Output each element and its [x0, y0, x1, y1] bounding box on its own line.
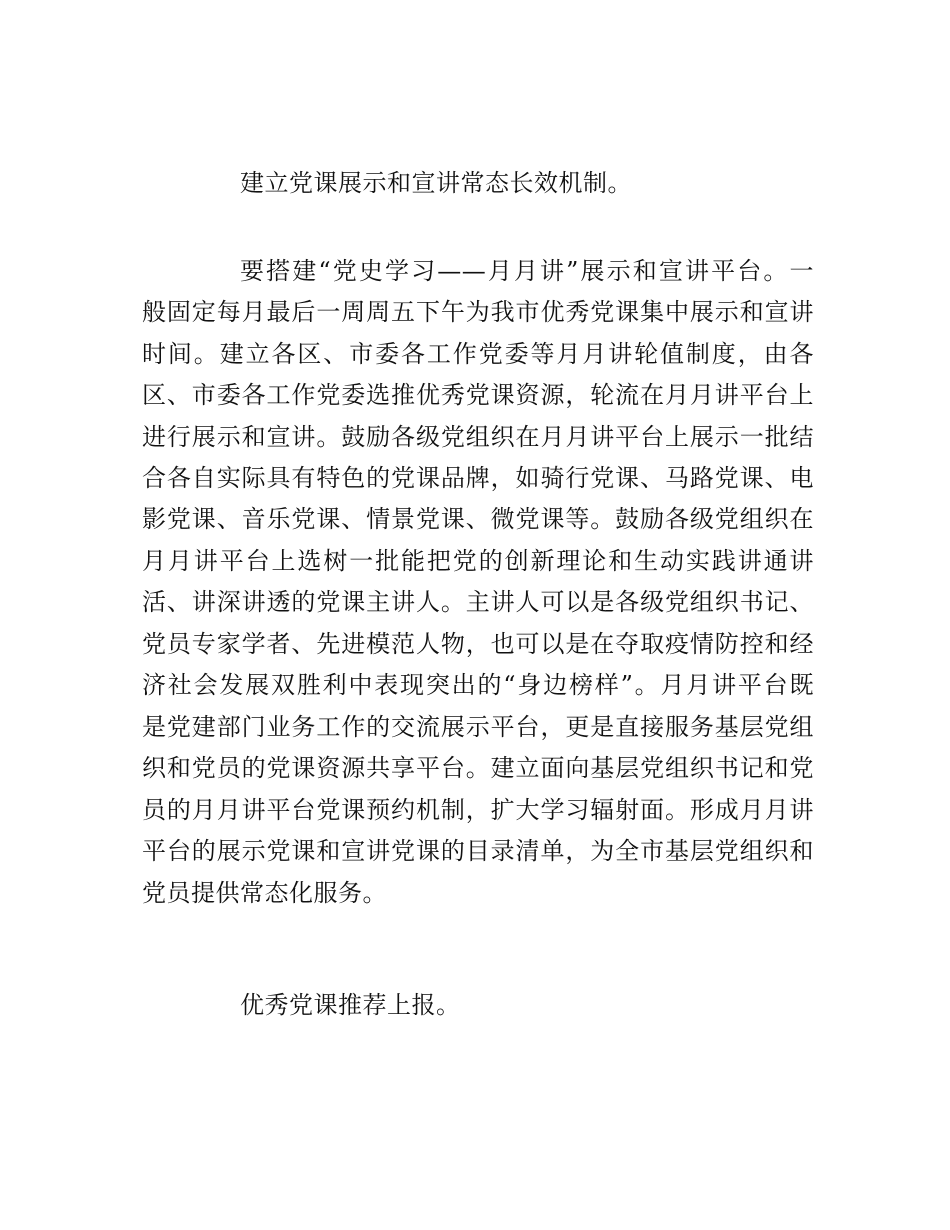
paragraph-line: 合各自实际具有特色的党课品牌，如骑行党课、马路党课、电: [142, 464, 814, 492]
paragraph-line: 影党课、音乐党课、情景党课、微党课等。鼓励各级党组织在: [142, 505, 814, 533]
paragraph-line: 党员专家学者、先进模范人物，也可以是在夺取疫情防控和经: [142, 630, 814, 658]
section-heading-recommendation: 优秀党课推荐上报。: [240, 991, 461, 1019]
paragraph-line: 月月讲平台上选树一批能把党的创新理论和生动实践讲通讲: [142, 547, 814, 575]
paragraph-line: 员的月月讲平台党课预约机制，扩大学习辐射面。形成月月讲: [142, 796, 814, 824]
paragraph-line: 要搭建“党史学习——月月讲”展示和宣讲平台。一: [240, 257, 814, 285]
paragraph-line: 般固定每月最后一周周五下午为我市优秀党课集中展示和宣讲: [142, 298, 814, 326]
paragraph-line: 时间。建立各区、市委各工作党委等月月讲轮值制度，由各: [142, 340, 814, 368]
paragraph-line: 党员提供常态化服务。: [142, 879, 387, 907]
paragraph-line: 是党建部门业务工作的交流展示平台，更是直接服务基层党组: [142, 713, 814, 741]
paragraph-line: 平台的展示党课和宣讲党课的目录清单，为全市基层党组织和: [142, 837, 814, 865]
paragraph-line: 织和党员的党课资源共享平台。建立面向基层党组织书记和党: [142, 754, 814, 782]
paragraph-line: 进行展示和宣讲。鼓励各级党组织在月月讲平台上展示一批结: [142, 423, 814, 451]
paragraph-line: 区、市委各工作党委选推优秀党课资源，轮流在月月讲平台上: [142, 381, 814, 409]
paragraph-line: 活、讲深讲透的党课主讲人。主讲人可以是各级党组织书记、: [142, 588, 814, 616]
section-heading-mechanism: 建立党课展示和宣讲常态长效机制。: [240, 169, 632, 197]
paragraph-line: 济社会发展双胜利中表现突出的“身边榜样”。月月讲平台既: [142, 671, 814, 699]
